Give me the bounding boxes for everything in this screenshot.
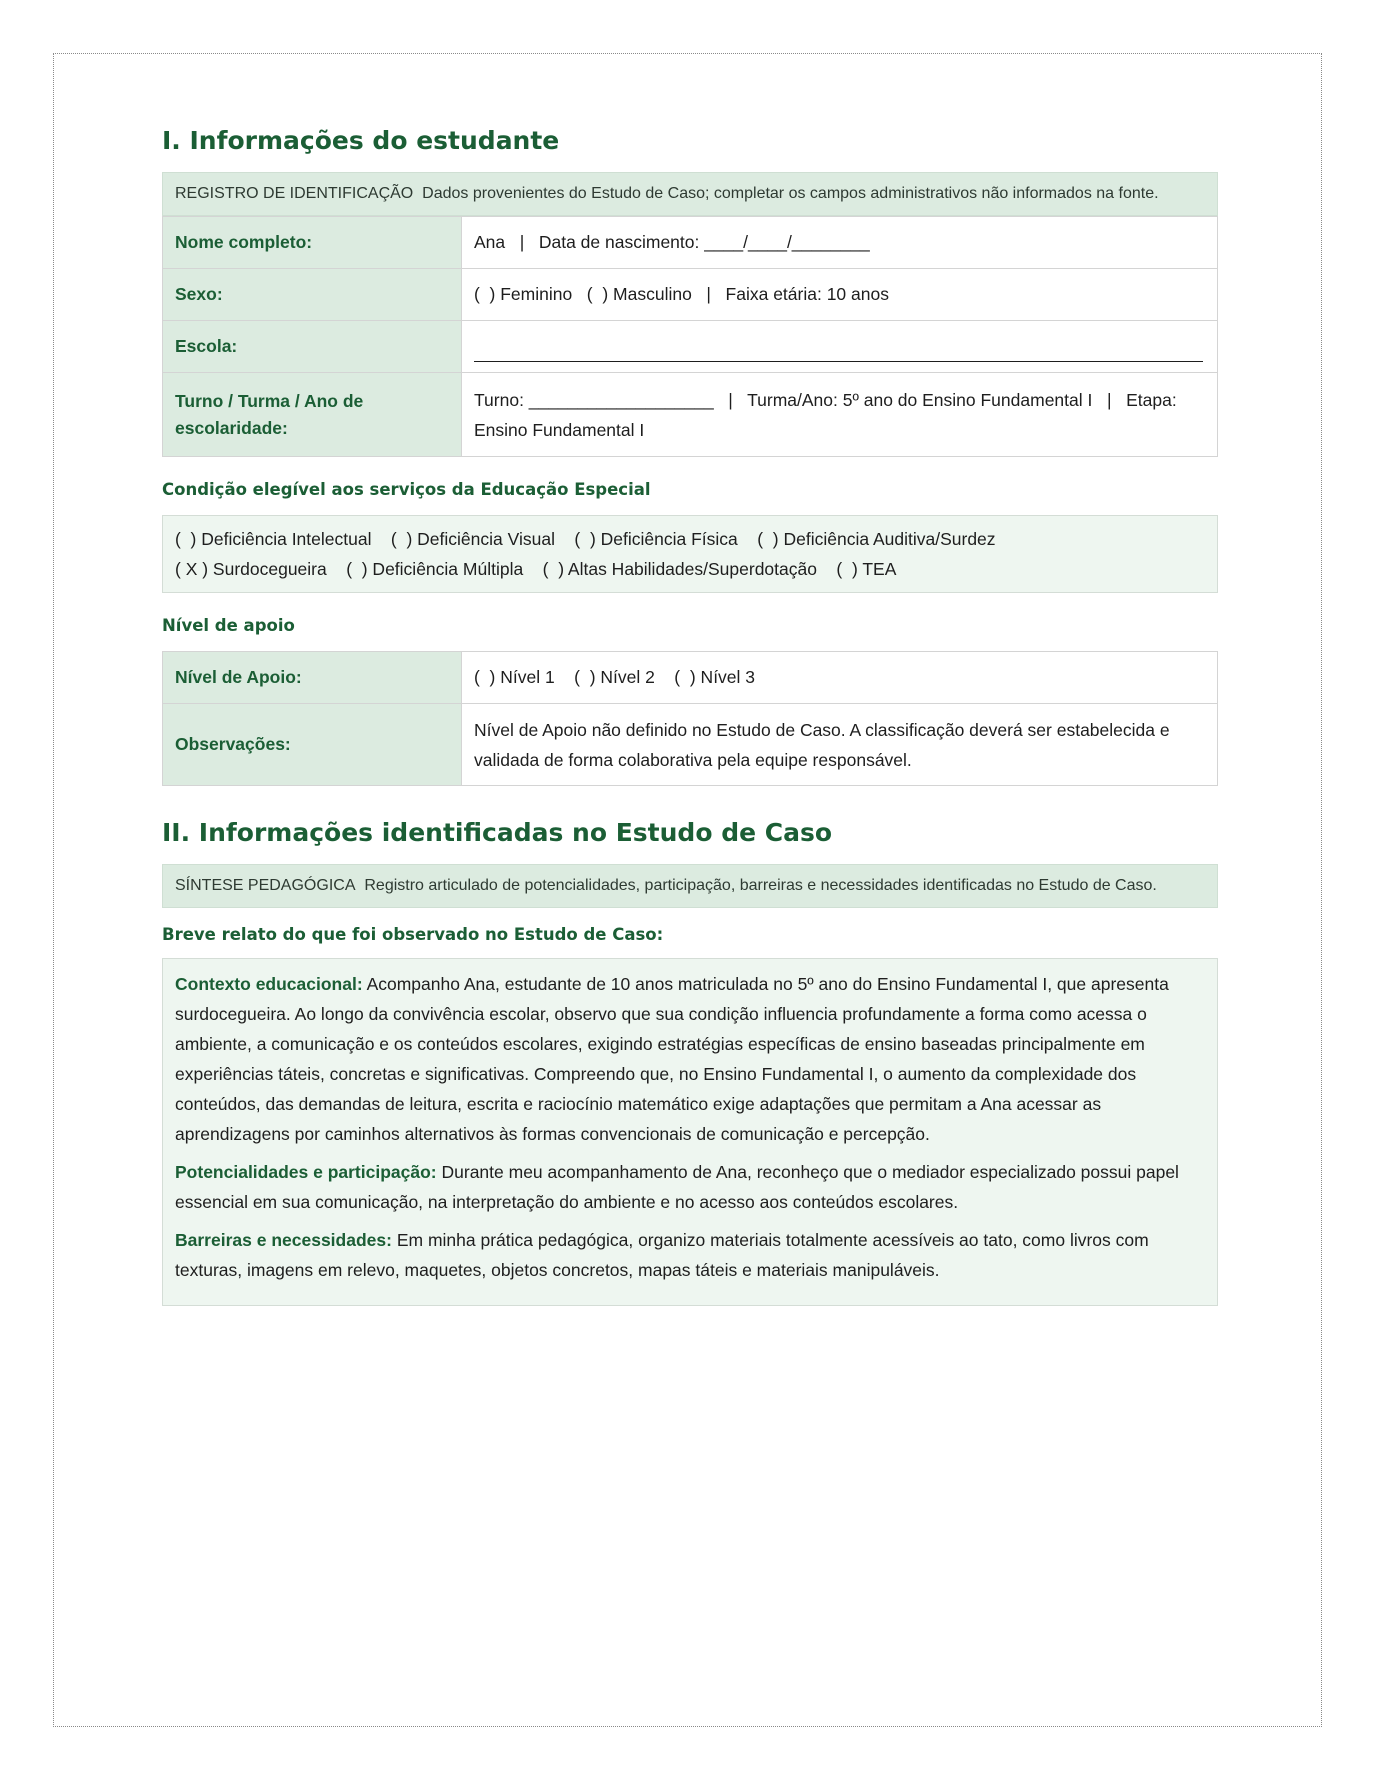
field-label: Turno / Turma / Ano de escolaridade: — [163, 373, 462, 457]
synthesis-note — [162, 864, 1218, 908]
document-content — [162, 122, 1218, 1306]
identification-note — [162, 172, 1218, 216]
field-label: Nome completo: — [163, 217, 462, 269]
observations-field[interactable]: Nível de Apoio não definido no Estudo de Caso. A classificação deverá ser estabelecida e validada de forma colaborativa pela equipe responsável. — [462, 704, 1218, 786]
support-level-field[interactable]: ( ) Nível 1 ( ) Nível 2 ( ) Nível 3 — [462, 652, 1218, 704]
condition-options-line-2[interactable]: ( X ) Surdocegueira ( ) Deficiência Múltipla ( ) Altas Habilidades/Superdotação ( ) TEA — [175, 559, 897, 579]
paragraph-heading: Potencialidades e participação: — [175, 1162, 437, 1182]
synthesis-note-text: Registro articulado de potencialidades, participação, barreiras e necessidades identificadas no Estudo de Caso. — [364, 877, 1157, 894]
table-row — [163, 373, 1218, 457]
condition-title: Condição elegível aos serviços da Educação Especial — [162, 480, 651, 499]
identification-note-caption: REGISTRO DE IDENTIFICAÇÃO — [175, 185, 414, 202]
report-paragraph — [175, 969, 1205, 1149]
report-title: Breve relato do que foi observado no Estudo de Caso: — [162, 925, 664, 944]
student-info-table — [162, 216, 1218, 457]
field-label: Observações: — [163, 704, 462, 786]
school-blank-line — [474, 331, 1203, 362]
table-row — [163, 217, 1218, 269]
paragraph-text: Durante meu acompanhamento de Ana, reconheço que o mediador especializado possui papel essencial em sua comunicação, na interpretação do ambiente e no acesso aos conteúdos escolares. — [175, 1162, 1179, 1212]
report-paragraph — [175, 1225, 1205, 1285]
table-row — [163, 704, 1218, 786]
section-1-title: I. Informações do estudante — [162, 126, 560, 155]
synthesis-note-caption: SÍNTESE PEDAGÓGICA — [175, 877, 356, 894]
report-paragraph — [175, 1157, 1205, 1217]
support-level-table — [162, 651, 1218, 786]
table-row — [163, 269, 1218, 321]
field-label: Escola: — [163, 321, 462, 373]
paragraph-text: Em minha prática pedagógica, organizo materiais totalmente acessíveis ao tato, como livros com texturas, imagens em relevo, maquetes, objetos concretos, mapas táteis e materiais manipuláveis. — [175, 1230, 1149, 1280]
identification-note-text: Dados provenientes do Estudo de Caso; completar os campos administrativos não informados na fonte. — [422, 185, 1159, 202]
table-row — [163, 321, 1218, 373]
report-box — [162, 958, 1218, 1306]
name-field[interactable]: Ana | Data de nascimento: ____/____/________ — [462, 217, 1218, 269]
condition-options-line-1[interactable]: ( ) Deficiência Intelectual ( ) Deficiência Visual ( ) Deficiência Física ( ) Deficiência Auditiva/Surdez — [175, 529, 996, 549]
field-label: Sexo: — [163, 269, 462, 321]
support-level-title: Nível de apoio — [162, 616, 295, 635]
school-field[interactable] — [462, 321, 1218, 373]
field-label: Nível de Apoio: — [163, 652, 462, 704]
class-field[interactable]: Turno: ___________________ | Turma/Ano: 5º ano do Ensino Fundamental I | Etapa: Ensino Fundamental I — [462, 373, 1218, 457]
sex-field[interactable]: ( ) Feminino ( ) Masculino | Faixa etária: 10 anos — [462, 269, 1218, 321]
paragraph-heading: Barreiras e necessidades: — [175, 1230, 392, 1250]
table-row — [163, 652, 1218, 704]
paragraph-text: Acompanho Ana, estudante de 10 anos matriculada no 5º ano do Ensino Fundamental I, que apresenta surdocegueira. Ao longo da convivência escolar, observo que sua condição influencia profundamente a forma como acessa o ambiente, a comunicação e os conteúdos escolares, exigindo estratégias específicas de ensino baseadas principalmente em experiências táteis, concretas e significativas. Compreendo que, no Ensino Fundamental I, o aumento da complexidade dos conteúdos, das demandas de leitura, escrita e raciocínio matemático exige adaptações que permitam a Ana acessar as aprendizagens por caminhos alternativos às formas convencionais de comunicação e percepção. — [175, 974, 1169, 1144]
section-2-title: II. Informações identificadas no Estudo de Caso — [162, 818, 833, 847]
condition-box — [162, 515, 1218, 593]
paragraph-heading: Contexto educacional: — [175, 974, 363, 994]
